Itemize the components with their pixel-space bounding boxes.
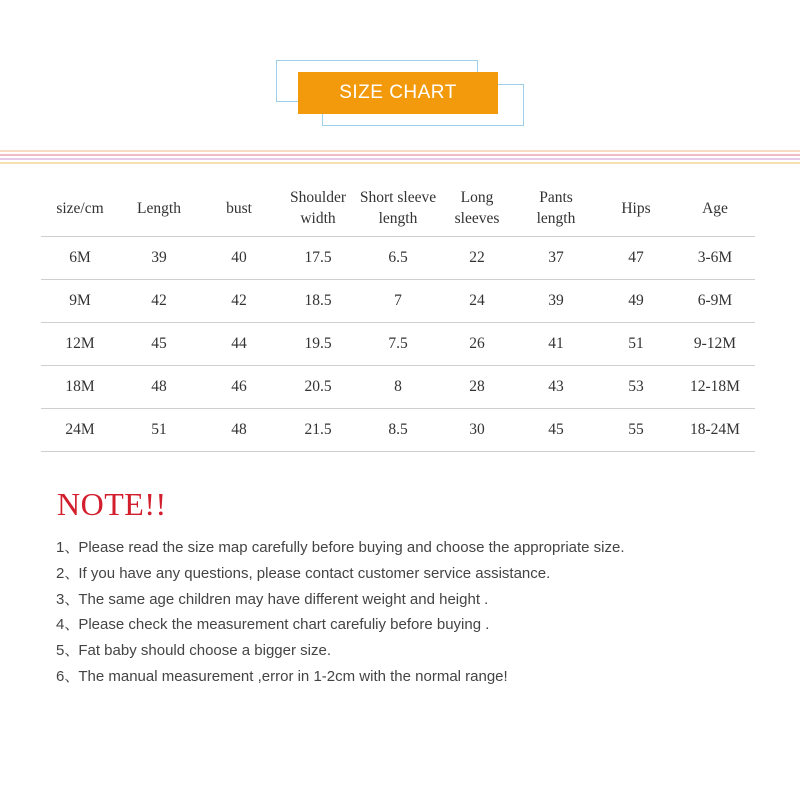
- note-number: 1: [56, 539, 65, 556]
- table-cell: 6M: [41, 237, 119, 280]
- header-pants-length: Pants length: [515, 180, 597, 237]
- note-text: The manual measurement ,error in 1-2cm with the normal range!: [78, 667, 508, 685]
- size-table: [41, 180, 755, 452]
- note-item: [56, 537, 625, 563]
- table-cell: 7.5: [357, 323, 439, 366]
- table-cell: 6-9M: [675, 280, 755, 323]
- note-number: 2: [56, 564, 65, 582]
- table-cell: 39: [515, 280, 597, 323]
- table-cell: 18.5: [279, 280, 357, 323]
- table-row: [41, 366, 755, 409]
- table-cell: 22: [439, 237, 515, 280]
- table-cell: 47: [597, 237, 675, 280]
- note-text: The same age children may have different weight and height .: [78, 590, 489, 608]
- table-cell: 53: [597, 366, 675, 409]
- note-number: 6: [56, 667, 65, 685]
- table-cell: 45: [119, 323, 199, 366]
- table-cell: 48: [119, 366, 199, 409]
- table-cell: 51: [597, 323, 675, 366]
- note-item: [56, 614, 625, 640]
- table-cell: 41: [515, 323, 597, 366]
- table-cell: 43: [515, 366, 597, 409]
- note-item: [56, 589, 625, 615]
- table-row: [41, 237, 755, 280]
- table-cell: 3-6M: [675, 237, 755, 280]
- stripe: [0, 150, 800, 152]
- table-cell: 21.5: [279, 409, 357, 452]
- table-cell: 12-18M: [675, 366, 755, 409]
- header-length: Length: [119, 180, 199, 237]
- note-separator: 、: [64, 539, 80, 556]
- table-row: [41, 323, 755, 366]
- header-long-sleeves: Long sleeves: [439, 180, 515, 237]
- note-separator: 、: [64, 642, 80, 660]
- table-cell: 40: [199, 237, 279, 280]
- table-cell: 26: [439, 323, 515, 366]
- note-text: Please read the size map carefully before buying and choose the appropriate size.: [78, 539, 625, 556]
- table-cell: 30: [439, 409, 515, 452]
- stripe: [0, 162, 800, 164]
- table-cell: 55: [597, 409, 675, 452]
- note-title: NOTE!!: [57, 486, 167, 522]
- note-separator: 、: [64, 667, 80, 685]
- table-cell: 37: [515, 237, 597, 280]
- table-row: [41, 409, 755, 452]
- table-cell: 19.5: [279, 323, 357, 366]
- table-cell: 49: [597, 280, 675, 323]
- note-text: If you have any questions, please contact customer service assistance.: [78, 564, 551, 582]
- table-cell: 6.5: [357, 237, 439, 280]
- note-number: 5: [56, 642, 65, 660]
- stripe: [0, 158, 800, 160]
- table-row: [41, 280, 755, 323]
- note-number: 3: [56, 590, 65, 608]
- table-cell: 9-12M: [675, 323, 755, 366]
- note-item: [56, 640, 625, 666]
- header-shoulder-width: Shoulder width: [279, 180, 357, 237]
- table-header-row: [41, 180, 755, 237]
- note-item: [56, 563, 625, 589]
- note-text: Fat baby should choose a bigger size.: [78, 642, 331, 660]
- header-hips: Hips: [597, 180, 675, 237]
- table-cell: 46: [199, 366, 279, 409]
- note-separator: 、: [64, 564, 80, 582]
- table-cell: 12M: [41, 323, 119, 366]
- stripe: [0, 154, 800, 156]
- table-cell: 24M: [41, 409, 119, 452]
- table-cell: 8.5: [357, 409, 439, 452]
- header-age: Age: [675, 180, 755, 237]
- table-cell: 28: [439, 366, 515, 409]
- notes-list: [56, 537, 625, 692]
- note-separator: 、: [64, 616, 80, 634]
- table-cell: 39: [119, 237, 199, 280]
- table-cell: 7: [357, 280, 439, 323]
- table-cell: 18M: [41, 366, 119, 409]
- table-cell: 42: [199, 280, 279, 323]
- table-cell: 24: [439, 280, 515, 323]
- header-size: size/cm: [41, 180, 119, 237]
- size-chart-title: SIZE CHART: [298, 72, 498, 114]
- note-number: 4: [56, 616, 65, 634]
- table-cell: 9M: [41, 280, 119, 323]
- header-short-sleeve-length: Short sleeve length: [357, 180, 439, 237]
- note-separator: 、: [64, 590, 80, 608]
- table-cell: 48: [199, 409, 279, 452]
- note-text: Please check the measurement chart carefuliy before buying .: [78, 616, 490, 634]
- decorative-stripes: [0, 150, 800, 166]
- table-cell: 44: [199, 323, 279, 366]
- header-bust: bust: [199, 180, 279, 237]
- table-cell: 20.5: [279, 366, 357, 409]
- table-cell: 17.5: [279, 237, 357, 280]
- table-cell: 18-24M: [675, 409, 755, 452]
- size-chart-banner: [276, 60, 524, 128]
- table-cell: 45: [515, 409, 597, 452]
- table-cell: 51: [119, 409, 199, 452]
- table-cell: 42: [119, 280, 199, 323]
- note-item: [56, 666, 625, 692]
- table-cell: 8: [357, 366, 439, 409]
